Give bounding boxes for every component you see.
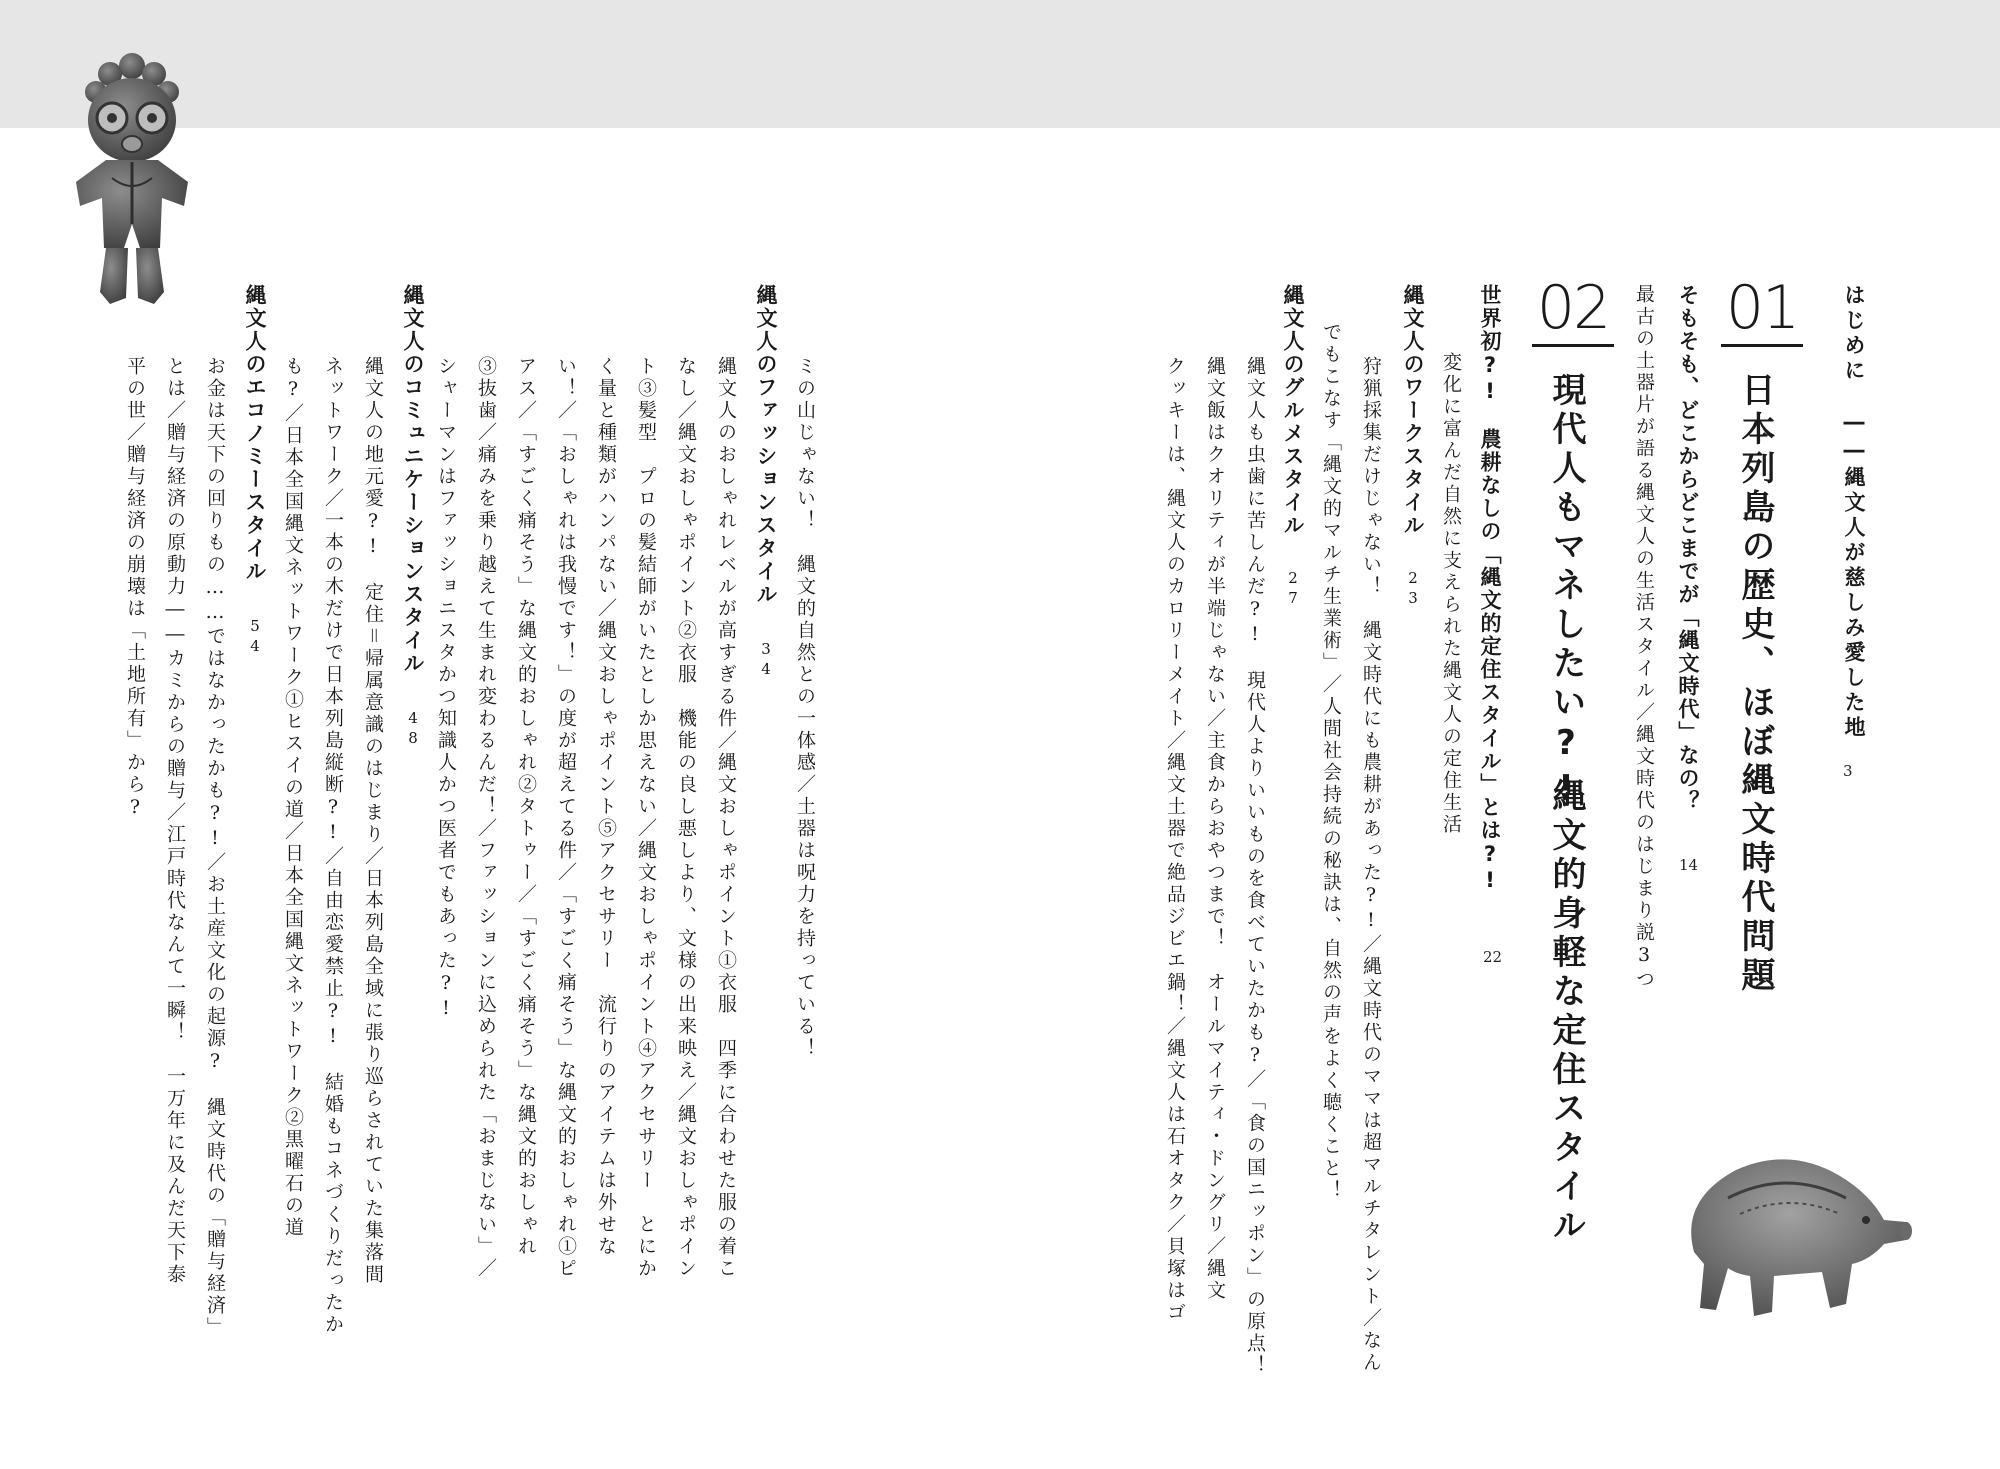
ch02-section-page-sekaihatsu: 22: [1483, 948, 1503, 966]
ch02-section-page-gourmet: 27: [1284, 569, 1302, 609]
ch02-section-page-work: 23: [1404, 569, 1422, 609]
chapter-02-title-line2: 縄文的身軽な定住スタイル: [1546, 778, 1586, 1246]
ch02-section-title-gourmet[interactable]: 縄文人のグルメスタイル27: [1281, 284, 1305, 609]
boar-figurine-illustration: [1670, 1140, 1916, 1326]
chapter-02-number: 02: [1532, 278, 1614, 347]
ch02-section-title-fashion[interactable]: 縄文人のファッションスタイル34: [754, 284, 778, 680]
ch02-section-body-line: 縄文人の地元愛?! 定住＝帰属意識のはじまり／日本列島全域に張り巡らされていた集落間: [362, 356, 384, 1286]
dogu-figurine-illustration: [66, 48, 198, 310]
intro-page-number: 3: [1843, 762, 1853, 780]
ch02-section-body-line: い！／「おしゃれは我慢です！」の度が超えてる件／「すごく痛そう」な縄文的おしゃれ①ピ: [555, 356, 577, 1280]
ch02-section-body-line: 縄文人も虫歯に苦しんだ?! 現代人よりいいものを食べていたかも?／「食の国ニッポン」の原点！: [1244, 356, 1266, 1377]
ch02-section-body-line: 縄文人のおしゃれレベルが高すぎる件／縄文おしゃポイント①衣服 四季に合わせた服の着こ: [715, 356, 737, 1280]
ch02-section-body-line: く量と種類がハンパない／縄文おしゃポイント⑤アクセサリー 流行りのアイテムは外せな: [595, 356, 617, 1258]
intro-heading[interactable]: [1843, 284, 1864, 741]
chapter-01-number: 01: [1721, 278, 1803, 347]
ch02-section-body-line: お金は天下の回りもの……ではなかったかも?!／お土産文化の起源? 縄文時代の「贈与経済」: [204, 356, 226, 1339]
ch02-section-body-line: 狩猟採集だけじゃない！ 縄文時代にも農耕があった?!／縄文時代のママは超マルチタレント／なん: [1360, 356, 1382, 1374]
ch02-section-body-line: 変化に富んだ自然に支えられた縄文人の定住生活: [1440, 352, 1462, 836]
ch02-section-body-line: ト③髪型 プロの髪結師がいたとしか思えない／縄文おしゃポイント④アクセサリー とにか: [635, 356, 657, 1280]
ch02-section-page-economy: 54: [246, 617, 264, 657]
ch02-section-page-communication: 48: [404, 709, 422, 749]
ch02-section-title-communication[interactable]: 縄文人のコミュニケーションスタイル48: [401, 284, 425, 749]
chapter-02-title-line1: 現代人もマネしたい?!: [1546, 372, 1586, 813]
ch02-section-body-line: なし／縄文おしゃポイント②衣服 機能の良し悪しより、文様の出来映え／縄文おしゃポイン: [675, 356, 697, 1280]
ch02-section-body-line: とは／贈与経済の原動力――カミからの贈与／江戸時代なんて一瞬！ 一万年に及んだ天下泰: [164, 356, 186, 1286]
ch02-section-title-sekaihatsu[interactable]: 世界初?! 農耕なしの「縄文的定住スタイル」とは?!: [1478, 284, 1502, 894]
ch01-section-title[interactable]: そもそも、どこからどこまでが「縄文時代」なの？: [1676, 284, 1700, 813]
ch02-section-body-line: 縄文飯はクオリティが半端じゃない／主食からおやつまで！ オールマイティ・ドングリ／縄文: [1204, 356, 1226, 1302]
ch02-section-body-line: アス／「すごく痛そう」な縄文的おしゃれ②タトゥー／「すごく痛そう」な縄文的おしゃれ: [515, 356, 537, 1258]
intro-label: はじめに: [1842, 284, 1866, 384]
ch02-section-title-economy[interactable]: 縄文人のエコノミースタイル54: [243, 284, 267, 657]
ch02-section-body-line: ネットワーク／一本の木だけで日本列島縦断?!／自由恋愛禁止?! 結婚もコネづくりだったか: [322, 356, 344, 1336]
page-top-band: [0, 0, 2000, 128]
ch02-section-body-line: ③抜歯／痛みを乗り越えて生まれ変わるんだ！／ファッションに込められた「おまじない」／: [475, 356, 497, 1280]
ch02-section-body-line: シャーマンはファッショニスタかつ知識人かつ医者でもあった?!: [435, 356, 457, 1022]
ch02-section-body-line: も?／日本全国縄文ネットワーク①ヒスイの道／日本全国縄文ネットワーク②黒曜石の道: [282, 356, 304, 1239]
ch02-section-body-line: ミの山じゃない！ 縄文的自然との一体感／土器は呪力を持っている！: [794, 356, 816, 1060]
ch02-section-body-line: 平の世／贈与経済の崩壊は「土地所有」から?: [124, 356, 146, 821]
ch02-section-body-line: クッキーは、縄文人のカロリーメイト／縄文土器で絶品ジビエ鍋！／縄文人は石オタク／貝塚はゴ: [1164, 356, 1186, 1324]
chapter-01-title: 日本列島の歴史、ほぼ縄文時代問題: [1735, 372, 1775, 996]
ch02-section-body-line: でもこなす「縄文的マルチ生業術」／人間社会持続の秘訣は、自然の声をよく聴くこと！: [1320, 322, 1342, 1202]
intro-title: ――縄文人が慈しみ愛した地: [1842, 410, 1866, 741]
ch01-section-page: 14: [1679, 856, 1699, 874]
ch02-section-page-fashion: 34: [757, 640, 775, 680]
ch02-section-title-work[interactable]: 縄文人のワークスタイル23: [1401, 284, 1425, 609]
ch01-section-body: 最古の土器片が語る縄文人の生活スタイル／縄文時代のはじまり説3つ: [1633, 284, 1655, 991]
